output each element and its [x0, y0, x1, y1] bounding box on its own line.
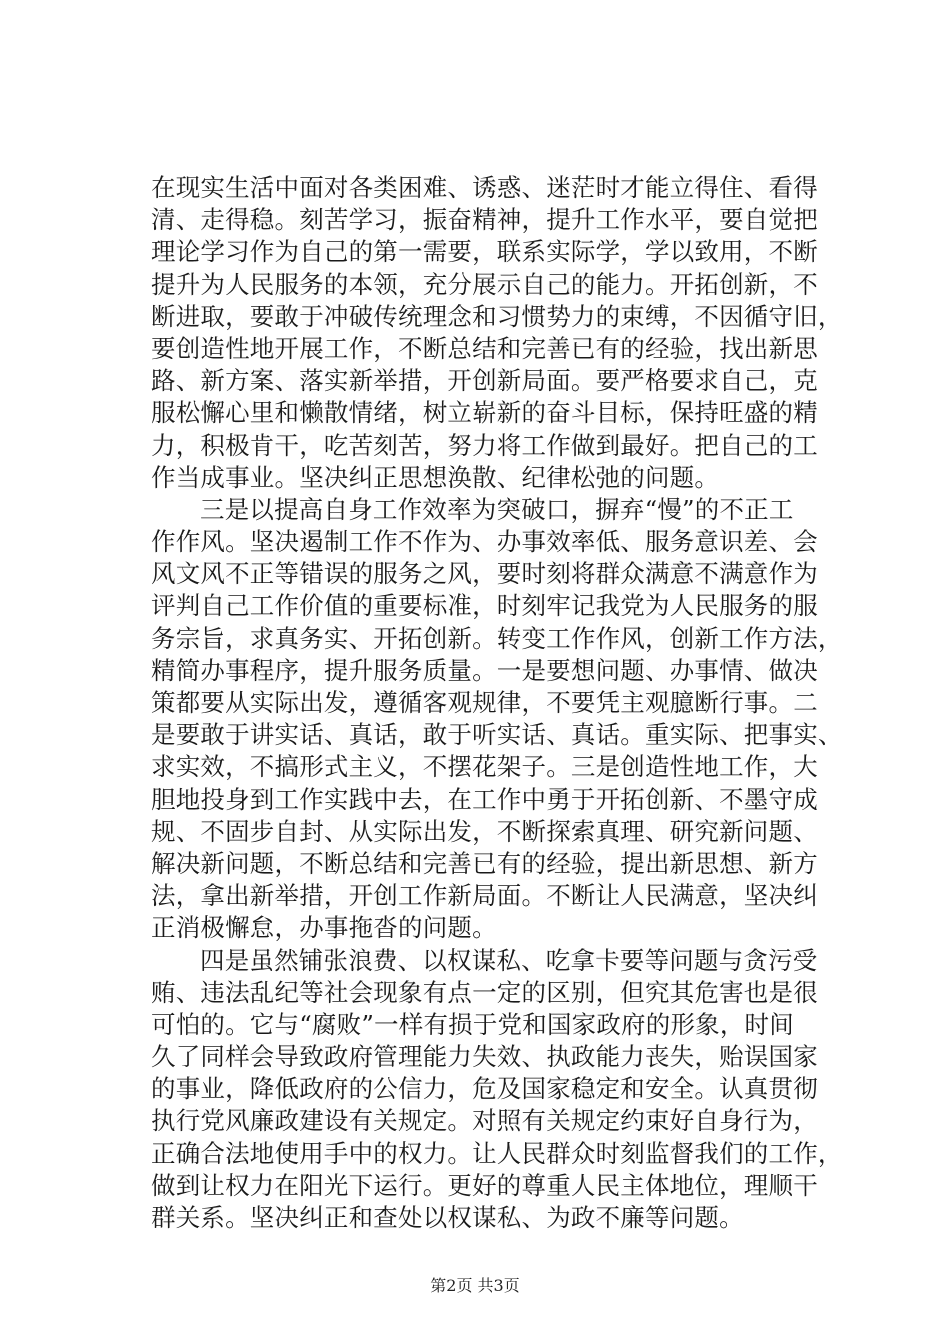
- text-line: 群关系。坚决纠正和查处以权谋私、为政不廉等问题。: [151, 1203, 744, 1232]
- text-line: 评判自己工作价值的重要标准，时刻牢记我党为人民服务的服: [151, 591, 818, 621]
- text-line: 是要敢于讲实话、真话，敢于听实话、真话。重实际、把事实、: [151, 720, 843, 750]
- text-line: 风文风不正等错误的服务之风，要时刻将群众满意不满意作为: [151, 559, 818, 589]
- text-line: 贿、违法乱纪等社会现象有点一定的区别，但究其危害也是很: [151, 977, 818, 1007]
- text-line: 在现实生活中面对各类困难、诱惑、迷茫时才能立得住、看得: [151, 173, 818, 202]
- text-line: 策都要从实际出发，遵循客观规律，不要凭主观臆断行事。二: [151, 688, 818, 717]
- text-line: 务宗旨，求真务实、开拓创新。转变工作作风，创新工作方法，: [151, 623, 843, 653]
- page-number-footer: 第2页 共3页: [430, 1276, 520, 1295]
- text-line: 要创造性地开展工作，不断总结和完善已有的经验，找出新思: [151, 333, 818, 363]
- text-line: 久了同样会导致政府管理能力失效、执政能力丧失，贻误国家: [151, 1042, 818, 1072]
- text-line: 服松懈心里和懒散情绪，树立崭新的奋斗目标，保持旺盛的精: [151, 398, 818, 428]
- text-line: 可怕的。它与“腐败”一样有损于党和国家政府的形象，时间: [151, 1009, 794, 1039]
- text-line: 解决新问题，不断总结和完善已有的经验，提出新思想、新方: [151, 848, 818, 878]
- text-line: 作当成事业。坚决纠正思想涣散、纪律松弛的问题。: [151, 462, 720, 492]
- text-line: 规、不固步自封、从实际出发，不断探索真理、研究新问题、: [151, 816, 818, 846]
- text-line: 正确合法地使用手中的权力。让人民群众时刻监督我们的工作，: [151, 1138, 843, 1168]
- text-line: 断进取，要敢于冲破传统理念和习惯势力的束缚，不因循守旧，: [151, 301, 843, 331]
- text-line: 正消极懈怠，办事拖沓的问题。: [151, 913, 497, 943]
- text-line: 法，拿出新举措，开创工作新局面。不断让人民满意，坚决纠: [151, 881, 818, 911]
- text-line: 清、走得稳。刻苦学习，振奋精神，提升工作水平，要自觉把: [151, 205, 818, 235]
- text-line: 路、新方案、落实新举措，开创新局面。要严格要求自己，克: [151, 366, 818, 396]
- paragraph-start-line: 三是以提高自身工作效率为突破口，摒弃“慢”的不正工: [200, 494, 794, 524]
- document-body: [151, 172, 843, 1234]
- text-line: 做到让权力在阳光下运行。更好的尊重人民主体地位，理顺干: [151, 1170, 818, 1200]
- text-line: 力，积极肯干，吃苦刻苦，努力将工作做到最好。把自己的工: [151, 430, 818, 460]
- text-line: 胆地投身到工作实践中去，在工作中勇于开拓创新、不墨守成: [151, 784, 818, 814]
- text-line: 的事业，降低政府的公信力，危及国家稳定和安全。认真贯彻: [151, 1074, 818, 1104]
- text-line: 精简办事程序，提升服务质量。一是要想问题、办事情、做决: [151, 655, 818, 685]
- text-line: 作作风。坚决遏制工作不作为、办事效率低、服务意识差、会: [151, 527, 818, 557]
- text-line: 执行党风廉政建设有关规定。对照有关规定约束好自身行为，: [151, 1106, 818, 1136]
- text-line: 求实效，不搞形式主义，不摆花架子。三是创造性地工作，大: [151, 752, 818, 782]
- text-line: 提升为人民服务的本领，充分展示自己的能力。开拓创新，不: [151, 269, 818, 299]
- text-line: 理论学习作为自己的第一需要，联系实际学，学以致用，不断: [151, 237, 818, 267]
- paragraph-start-line: 四是虽然铺张浪费、以权谋私、吃拿卡要等问题与贪污受: [200, 945, 818, 975]
